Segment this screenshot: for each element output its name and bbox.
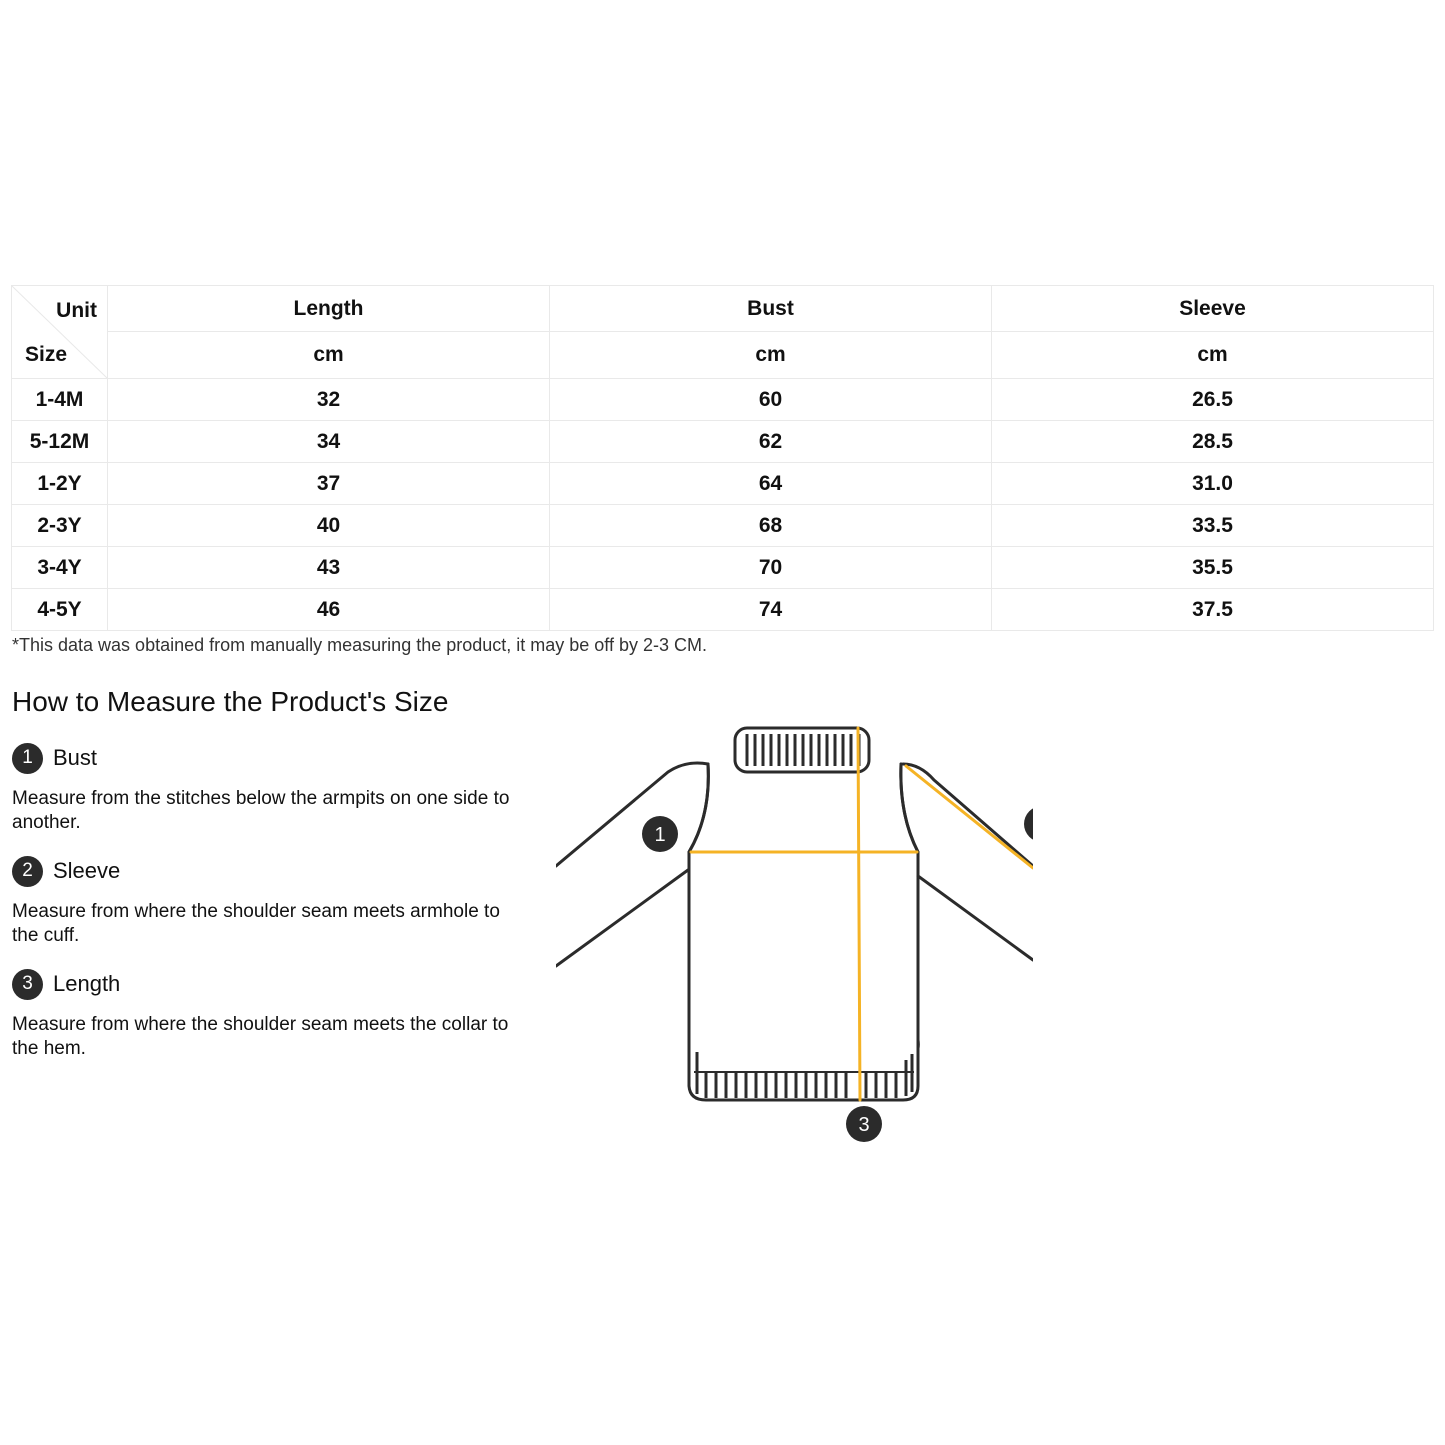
sleeve-cell: 26.5 xyxy=(992,379,1434,421)
unit-length: cm xyxy=(108,332,550,379)
table-row xyxy=(12,463,1434,505)
sleeve-cell: 31.0 xyxy=(992,463,1434,505)
column-header-bust: Bust xyxy=(550,286,992,332)
length-cell: 43 xyxy=(108,547,550,589)
corner-size-label: Size xyxy=(25,343,68,366)
unit-bust: cm xyxy=(550,332,992,379)
table-row xyxy=(12,547,1434,589)
table-corner-cell xyxy=(12,286,108,379)
table-row xyxy=(12,379,1434,421)
step-length xyxy=(12,968,512,1061)
step-description: Measure from the stitches below the armpits on one side to another. xyxy=(12,788,510,833)
step-description: Measure from where the shoulder seam meets armhole to the cuff. xyxy=(12,901,500,946)
right-sleeve-bottom xyxy=(918,876,1033,960)
sleeve-cell: 28.5 xyxy=(992,421,1434,463)
corner-unit-label: Unit xyxy=(56,299,97,322)
measurement-disclaimer: *This data was obtained from manually measuring the product, it may be off by 2-3 CM. xyxy=(12,635,708,655)
step-number-badge: 1 xyxy=(12,743,43,774)
column-header-sleeve: Sleeve xyxy=(992,286,1434,332)
size-chart-table xyxy=(11,285,1434,631)
length-cell: 32 xyxy=(108,379,550,421)
left-sleeve-top xyxy=(556,763,708,866)
bust-marker xyxy=(642,816,678,852)
bust-cell: 64 xyxy=(550,463,992,505)
bust-marker-number: 1 xyxy=(654,824,666,846)
sleeve-marker-partial xyxy=(1024,806,1033,842)
step-header xyxy=(12,742,512,774)
right-armhole xyxy=(901,764,918,852)
table-unit-row xyxy=(12,332,1434,379)
step-label: Length xyxy=(53,971,121,996)
step-number-badge: 3 xyxy=(12,969,43,1000)
sweater-body xyxy=(689,764,918,1060)
length-cell: 40 xyxy=(108,505,550,547)
length-cell: 34 xyxy=(108,421,550,463)
step-header xyxy=(12,855,512,887)
unit-sleeve: cm xyxy=(992,332,1434,379)
size-cell: 1-2Y xyxy=(12,463,108,505)
size-cell: 4-5Y xyxy=(12,589,108,631)
left-armhole xyxy=(689,764,708,852)
table-row xyxy=(12,589,1434,631)
bust-cell: 68 xyxy=(550,505,992,547)
step-number-badge: 2 xyxy=(12,856,43,887)
bust-cell: 60 xyxy=(550,379,992,421)
sleeve-cell: 33.5 xyxy=(992,505,1434,547)
bust-cell: 74 xyxy=(550,589,992,631)
step-bust xyxy=(12,742,512,835)
step-description: Measure from where the shoulder seam meets the collar to the hem. xyxy=(12,1014,509,1059)
left-sleeve-bottom xyxy=(556,870,688,966)
bust-cell: 70 xyxy=(550,547,992,589)
table-row xyxy=(12,421,1434,463)
table-row xyxy=(12,505,1434,547)
length-marker xyxy=(846,1106,882,1142)
size-cell: 2-3Y xyxy=(12,505,108,547)
sweater-diagram-icon xyxy=(556,720,1033,1150)
sweater-diagram xyxy=(556,720,1033,1150)
size-cell: 5-12M xyxy=(12,421,108,463)
table-header-row xyxy=(12,286,1434,332)
step-label: Bust xyxy=(53,745,98,770)
step-header xyxy=(12,968,512,1000)
size-cell: 3-4Y xyxy=(12,547,108,589)
length-cell: 37 xyxy=(108,463,550,505)
sleeve-measure-line xyxy=(906,766,1033,868)
collar-ribbing xyxy=(747,734,859,766)
size-cell: 1-4M xyxy=(12,379,108,421)
length-cell: 46 xyxy=(108,589,550,631)
sleeve-cell: 35.5 xyxy=(992,547,1434,589)
length-marker-number: 3 xyxy=(858,1114,870,1136)
sleeve-cell: 37.5 xyxy=(992,589,1434,631)
bust-cell: 62 xyxy=(550,421,992,463)
hem-band xyxy=(689,1040,918,1100)
guide-title: How to Measure the Product's Size xyxy=(12,686,449,717)
step-label: Sleeve xyxy=(53,858,121,883)
length-measure-line xyxy=(858,728,860,1100)
step-sleeve xyxy=(12,855,512,948)
column-header-length: Length xyxy=(108,286,550,332)
